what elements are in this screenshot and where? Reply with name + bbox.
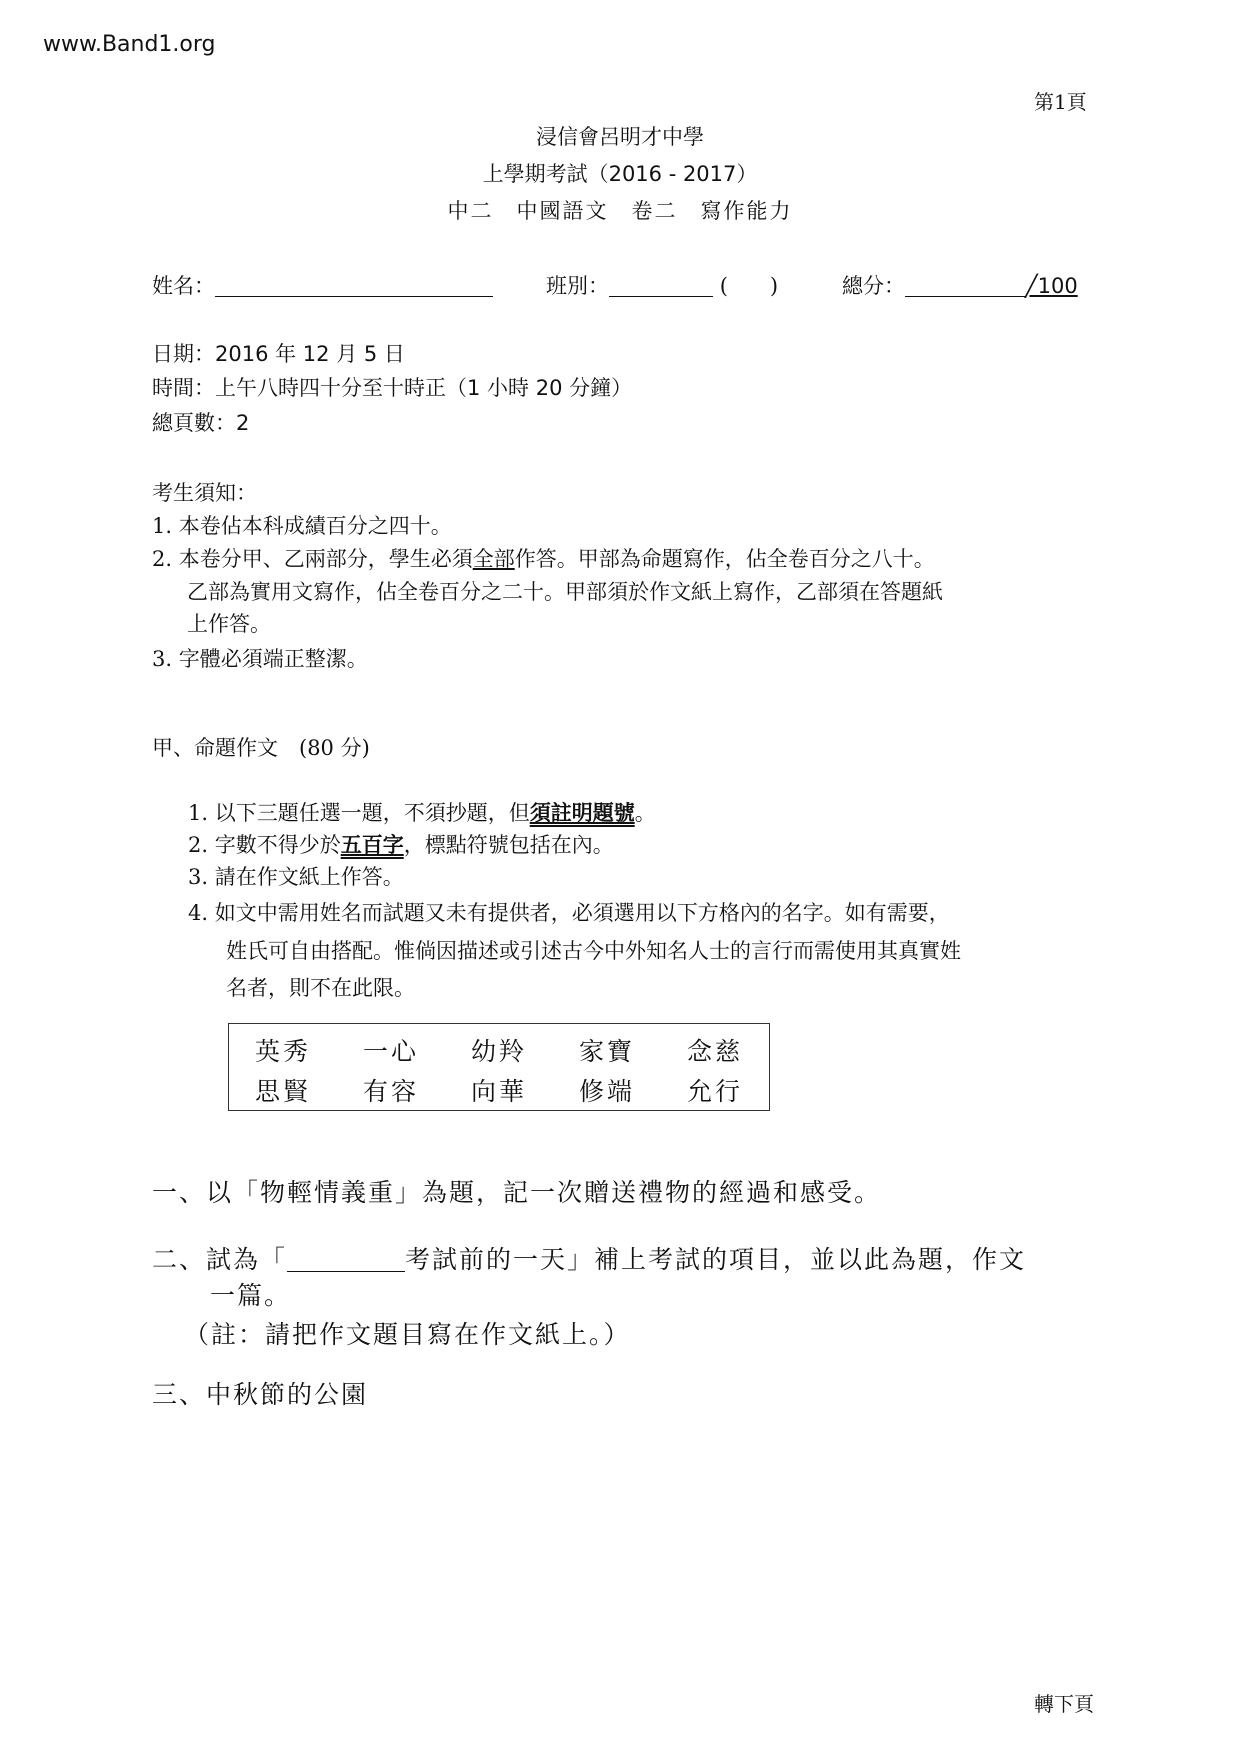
- exam-time: 時間：上午八時四十分至十時正（1 小時 20 分鐘）: [152, 376, 633, 400]
- text: 2. 本卷分甲、乙兩部分，學生必須: [152, 547, 473, 571]
- text: ，標點符號包括在內。: [403, 833, 614, 857]
- score-label: 總分：: [842, 274, 905, 298]
- question-2-cont: 一篇。: [210, 1281, 292, 1310]
- name-label: 姓名：: [152, 274, 215, 298]
- class-label: 班別：: [546, 274, 609, 298]
- text: 。: [634, 801, 656, 825]
- question-3: 三、中秋節的公園: [152, 1380, 369, 1409]
- question-1: 一、以「物輕情義重」為題，記一次贈送禮物的經過和感受。: [152, 1178, 882, 1207]
- notice-item-cont: 上作答。: [187, 612, 271, 636]
- rule-item: 3. 請在作文紙上作答。: [188, 865, 404, 889]
- notice-item: 3. 字體必須端正整潔。: [152, 647, 368, 671]
- class-number: ( ): [719, 274, 779, 298]
- name-row: [229, 1070, 769, 1110]
- notice-item-cont: 乙部為實用文寫作，佔全卷百分之二十。甲部須於作文紙上寫作，乙部須在答題紙: [187, 580, 943, 604]
- total-pages: 總頁數：2: [152, 411, 250, 435]
- score-total: ╱100: [1025, 274, 1078, 298]
- name-option: 思賢: [254, 1077, 311, 1106]
- notice-item: 1. 本卷佔本科成績百分之四十。: [152, 514, 452, 538]
- name-option: 一心: [362, 1037, 419, 1066]
- underlined-text: 全部: [472, 547, 515, 571]
- name-option: 修端: [578, 1077, 635, 1106]
- question-2: [152, 1247, 1026, 1272]
- bold-text: 須註明題號: [529, 800, 635, 825]
- name-option: 向華: [470, 1077, 527, 1106]
- bold-text: 五百字: [340, 832, 404, 857]
- name-row: [229, 1030, 769, 1070]
- name-option: 英秀: [254, 1037, 311, 1066]
- turn-page-note: 轉下頁: [1034, 1692, 1094, 1716]
- score-field[interactable]: [842, 276, 1078, 297]
- notice-item: [152, 549, 935, 570]
- exam-title: 上學期考試（2016 - 2017）: [482, 162, 758, 186]
- name-option: 家寶: [578, 1037, 635, 1066]
- text: 作答。甲部為命題寫作，佔全卷百分之八十。: [514, 547, 935, 571]
- text: 考試前的一天」補上考試的項目，並以此為題，作文: [405, 1245, 1027, 1274]
- name-option: 允行: [686, 1077, 743, 1106]
- rule-item-cont: 姓氏可自由搭配。惟倘因描述或引述古今中外知名人士的言行而需使用其真實姓: [226, 939, 961, 963]
- notice-title: 考生須知：: [152, 481, 257, 505]
- page-number: 第1頁: [1034, 90, 1087, 114]
- rule-item: 4. 如文中需用姓名而試題又未有提供者，必須選用以下方格內的名字。如有需要，: [188, 901, 950, 925]
- text: 2. 字數不得少於: [188, 833, 341, 857]
- class-field[interactable]: [546, 276, 778, 297]
- rule-item: [188, 802, 656, 824]
- subject-title: 中二 中國語文 卷二 寫作能力: [447, 199, 793, 223]
- rule-item-cont: 名者，則不在此限。: [226, 976, 415, 1000]
- exam-date: 日期：2016 年 12 月 5 日: [152, 342, 405, 366]
- name-option: 有容: [362, 1077, 419, 1106]
- name-option: 念慈: [686, 1037, 743, 1066]
- question-2-note: （註：請把作文題目寫在作文紙上。）: [184, 1320, 631, 1349]
- section-a-title: 甲、命題作文 (80 分): [152, 736, 370, 760]
- text: 1. 以下三題任選一題，不須抄題，但: [188, 801, 530, 825]
- rule-item: [188, 834, 614, 856]
- text: 二、試為「: [152, 1245, 288, 1274]
- name-field[interactable]: [152, 276, 493, 297]
- school-name: 浸信會呂明才中學: [536, 125, 704, 149]
- name-options-box: [228, 1023, 770, 1111]
- name-option: 幼羚: [470, 1037, 527, 1066]
- watermark: www.Band1.org: [43, 32, 216, 57]
